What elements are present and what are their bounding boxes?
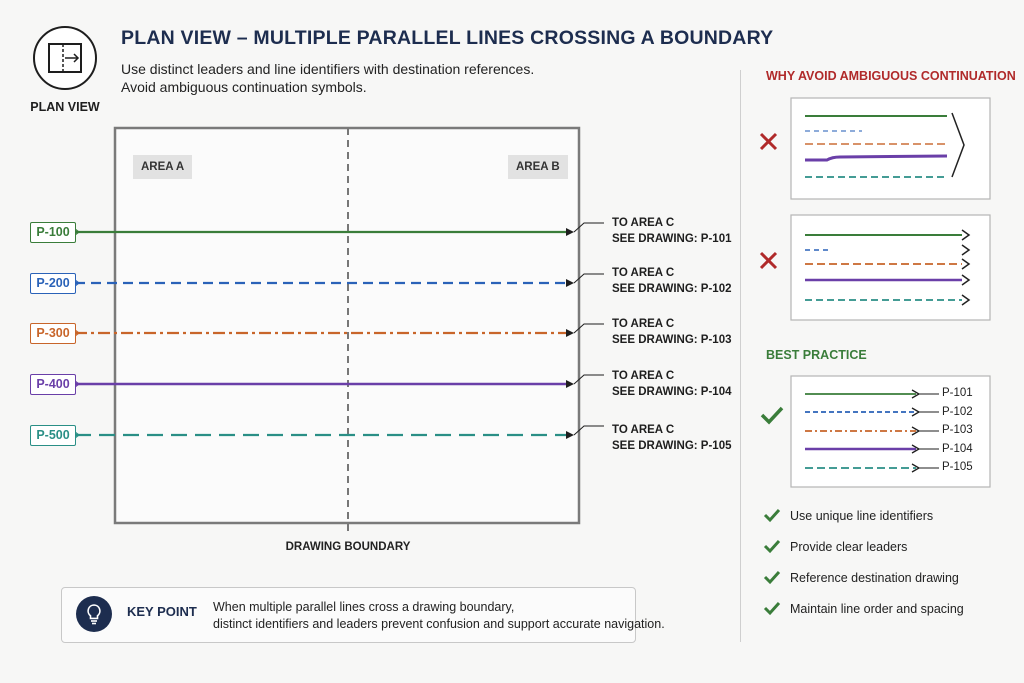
subtitle-line-1: Use distinct leaders and line identifiers with destination references.: [121, 61, 535, 77]
best-ref-p101: P-101: [942, 387, 973, 399]
area-b-label: AREA B: [508, 155, 568, 179]
x-mark-icon: [761, 134, 776, 149]
area-a-label: AREA A: [133, 155, 192, 179]
panel-divider: [740, 70, 741, 642]
checklist-item-1: Use unique line identifiers: [790, 509, 934, 523]
best-ref-p104: P-104: [942, 443, 973, 455]
best-practice-title: BEST PRACTICE: [766, 348, 867, 362]
checklist-icons: [762, 506, 784, 618]
dest-note-p300: TO AREA C SEE DRAWING: P-103: [612, 318, 732, 346]
subtitle-line-2: Avoid ambiguous continuation symbols.: [121, 79, 367, 95]
avoid-example-2-box: [791, 215, 990, 320]
line-tag-p400: P-400: [30, 374, 76, 395]
plan-view-label: PLAN VIEW: [30, 100, 100, 114]
x-mark-icon: [761, 253, 776, 268]
avoid-example-1-box: [791, 98, 990, 199]
checklist-item-2: Provide clear leaders: [790, 540, 908, 554]
dest-note-p500: TO AREA C SEE DRAWING: P-105: [612, 424, 732, 452]
drawing-boundary-label: DRAWING BOUNDARY: [285, 541, 411, 553]
check-mark-icon: [762, 408, 782, 422]
avoid-title: WHY AVOID AMBIGUOUS CONTINUATION: [766, 69, 1016, 83]
key-point-text: When multiple parallel lines cross a drawing boundary, distinct identifiers and leaders prevent confusion and support accurate navigation.: [213, 600, 665, 631]
dest-note-p100: TO AREA C SEE DRAWING: P-101: [612, 217, 732, 245]
checklist-item-3: Reference destination drawing: [790, 571, 959, 585]
lightbulb-icon: [76, 596, 112, 632]
check-icon: [765, 510, 779, 520]
check-icon: [765, 541, 779, 551]
avoid-examples: [752, 95, 1002, 325]
line-tag-p200: P-200: [30, 273, 76, 294]
line-tag-p300: P-300: [30, 323, 76, 344]
page-title: PLAN VIEW – MULTIPLE PARALLEL LINES CROSSING A BOUNDARY: [121, 27, 774, 49]
check-icon: [765, 603, 779, 613]
best-ref-p102: P-102: [942, 406, 973, 418]
dest-note-p200: TO AREA C SEE DRAWING: P-102: [612, 267, 732, 295]
check-icon: [765, 572, 779, 582]
dest-note-p400: TO AREA C SEE DRAWING: P-104: [612, 370, 732, 398]
best-ref-p103: P-103: [942, 424, 973, 436]
line-tag-p500: P-500: [30, 425, 76, 446]
best-ref-p105: P-105: [942, 461, 973, 473]
checklist-item-4: Maintain line order and spacing: [790, 602, 964, 616]
line-tag-p100: P-100: [30, 222, 76, 243]
key-point-label: KEY POINT: [127, 604, 197, 619]
